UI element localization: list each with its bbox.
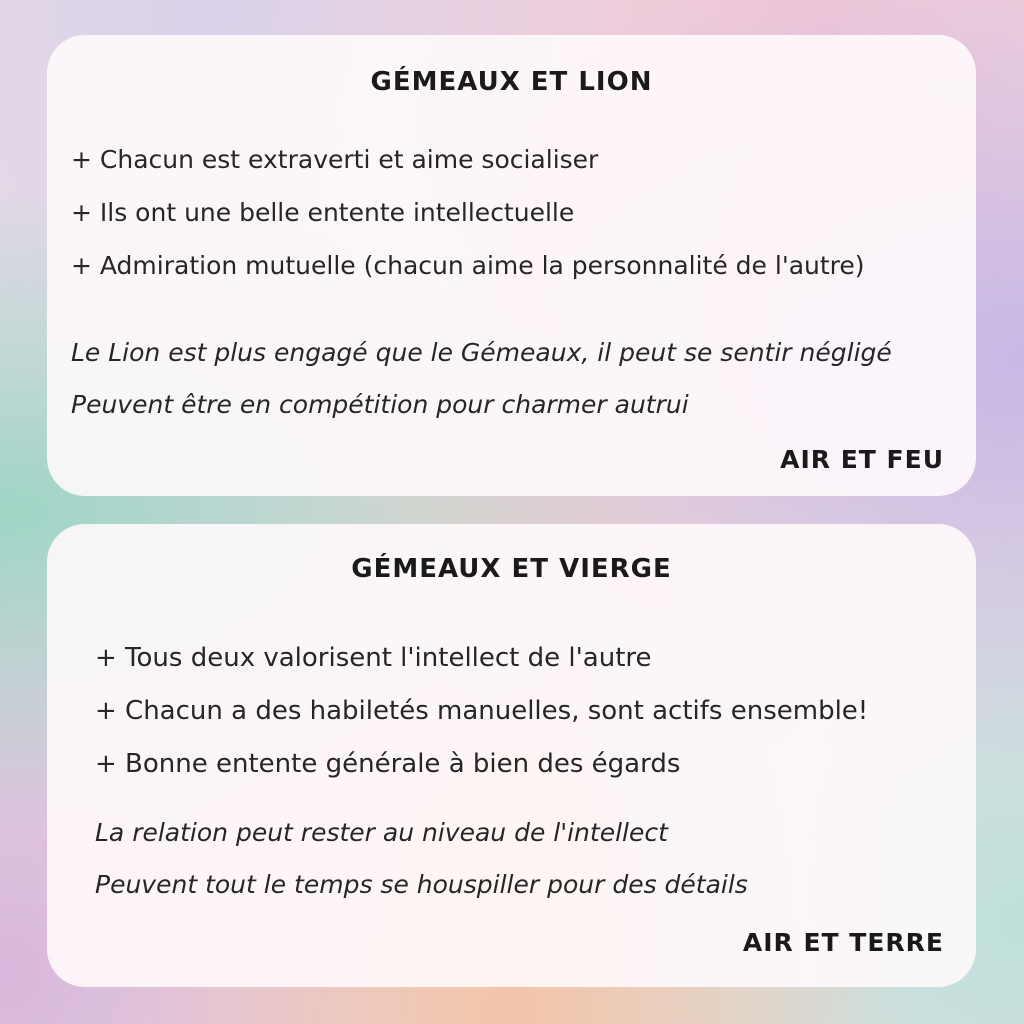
- compatibility-card-gemini-leo: [47, 35, 976, 496]
- pro-item: + Chacun est extraverti et aime socialiser: [71, 145, 599, 174]
- pros-list: [95, 632, 868, 791]
- cons-list: [95, 807, 748, 911]
- con-item: Peuvent être en compétition pour charmer autrui: [71, 390, 689, 419]
- con-item: Le Lion est plus engagé que le Gémeaux, il peut se sentir négligé: [71, 338, 892, 367]
- element-pair-label: AIR ET TERRE: [742, 928, 944, 957]
- cons-list: [71, 327, 892, 431]
- pro-item: + Tous deux valorisent l'intellect de l'autre: [95, 643, 652, 673]
- pro-item: + Bonne entente générale à bien des égards: [95, 749, 681, 779]
- pros-list: [71, 133, 865, 292]
- pro-item: + Admiration mutuelle (chacun aime la personnalité de l'autre): [71, 251, 865, 280]
- card-title: GÉMEAUX ET VIERGE: [351, 554, 672, 584]
- element-pair-label: AIR ET FEU: [780, 445, 944, 474]
- card-title: GÉMEAUX ET LION: [370, 67, 653, 97]
- con-item: Peuvent tout le temps se houspiller pour des détails: [95, 870, 748, 899]
- pro-item: + Ils ont une belle entente intellectuelle: [71, 198, 575, 227]
- pro-item: + Chacun a des habiletés manuelles, sont actifs ensemble!: [95, 696, 869, 726]
- con-item: La relation peut rester au niveau de l'intellect: [95, 818, 668, 847]
- compatibility-card-gemini-virgo: [47, 524, 976, 987]
